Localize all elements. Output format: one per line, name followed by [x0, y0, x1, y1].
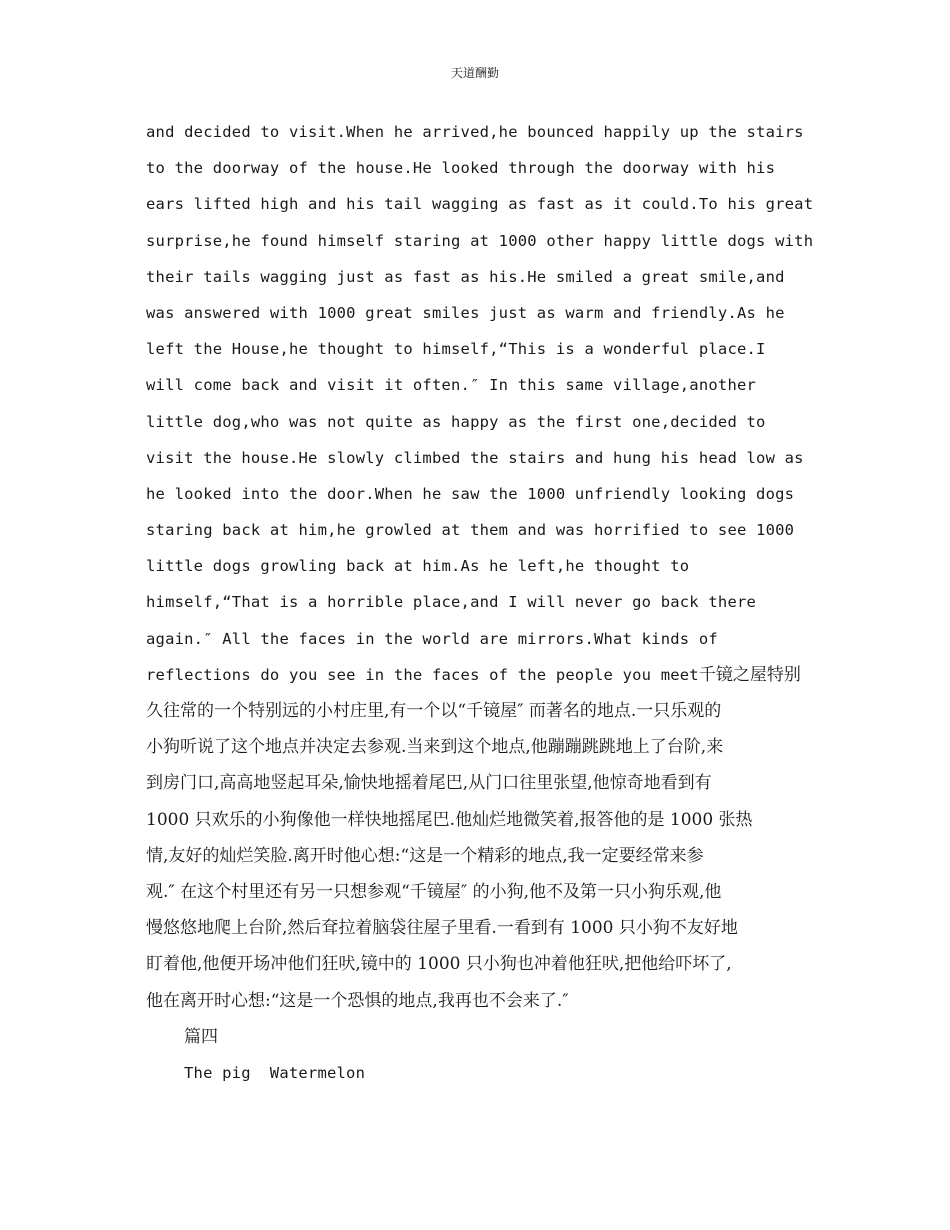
text-line: he looked into the door.When he saw the 1000 unfriendly looking dogs [146, 484, 795, 503]
text-line: their tails wagging just as fast as his.He smiled a great smile,and [146, 267, 785, 286]
text-line: himself,“That is a horrible place,and I will never go back there [146, 593, 757, 612]
text-line: 观.″ 在这个村里还有另一只想参观“千镜屋″ 的小狗,他不及第一只小狗乐观,他 [146, 881, 722, 902]
text-line: 盯着他,他便开场冲他们狂吠,镜中的 1000 只小狗也冲着他狂吠,把他给吓坏了, [146, 954, 732, 975]
text-line: 小狗听说了这个地点并决定去参观.当来到这个地点,他蹦蹦跳跳地上了台阶,来 [146, 737, 724, 758]
text-line: surprise,he found himself staring at 1000 other happy little dogs with [146, 231, 814, 250]
text-line: again.″ All the faces in the world are mirrors.What kinds of [146, 629, 718, 648]
mixed-line-chinese: 千镜之屋特别 [698, 664, 801, 685]
text-line: little dog,who was not quite as happy as the first one,decided to [146, 412, 766, 431]
text-line: 慢悠悠地爬上台阶,然后耷拉着脑袋往屋子里看.一看到有 1000 只小狗不友好地 [146, 918, 738, 939]
section-subtitle: The pig Watermelon [184, 1063, 366, 1082]
mixed-line-english: reflections do you see in the faces of the people you meet [146, 665, 699, 684]
text-line: 他在离开时心想:“这是一个恐惧的地点,我再也不会来了.″ [146, 990, 569, 1011]
body-text [146, 114, 816, 1091]
text-line: ears lifted high and his tail wagging as fast as it could.To his great [146, 195, 814, 214]
text-line: 到房门口,高高地竖起耳朵,愉快地摇着尾巴,从门口往里张望,他惊奇地看到有 [146, 773, 712, 794]
mixed-text-line [146, 657, 816, 693]
text-line: 情,友好的灿烂笑脸.离开时他心想:“这是一个精彩的地点,我一定要经常来参 [146, 845, 704, 866]
page-header: 天道酬勤 [450, 66, 499, 80]
text-line: 1000 只欢乐的小狗像他一样快地摇尾巴.他灿烂地微笑着,报答他的是 1000 张热 [146, 809, 753, 830]
text-line: little dogs growling back at him.As he left,he thought to [146, 557, 690, 576]
text-line: visit the house.He slowly climbed the stairs and hung his head low as [146, 448, 804, 467]
text-line: and decided to visit.When he arrived,he bounced happily up the stairs [146, 123, 804, 141]
text-line: to the doorway of the house.He looked through the doorway with his [146, 159, 776, 178]
text-line: will come back and visit it often.″ In this same village,another [146, 376, 757, 395]
section-heading: 篇四 [184, 1026, 218, 1047]
text-line: 久往常的一个特别远的小村庄里,有一个以“千镜屋″ 而著名的地点.一只乐观的 [146, 701, 722, 721]
text-line: was answered with 1000 great smiles just as warm and friendly.As he [146, 303, 785, 322]
text-line: staring back at him,he growled at them and was horrified to see 1000 [146, 521, 795, 540]
text-line: left the House,he thought to himself,“This is a wonderful place.I [146, 340, 766, 359]
